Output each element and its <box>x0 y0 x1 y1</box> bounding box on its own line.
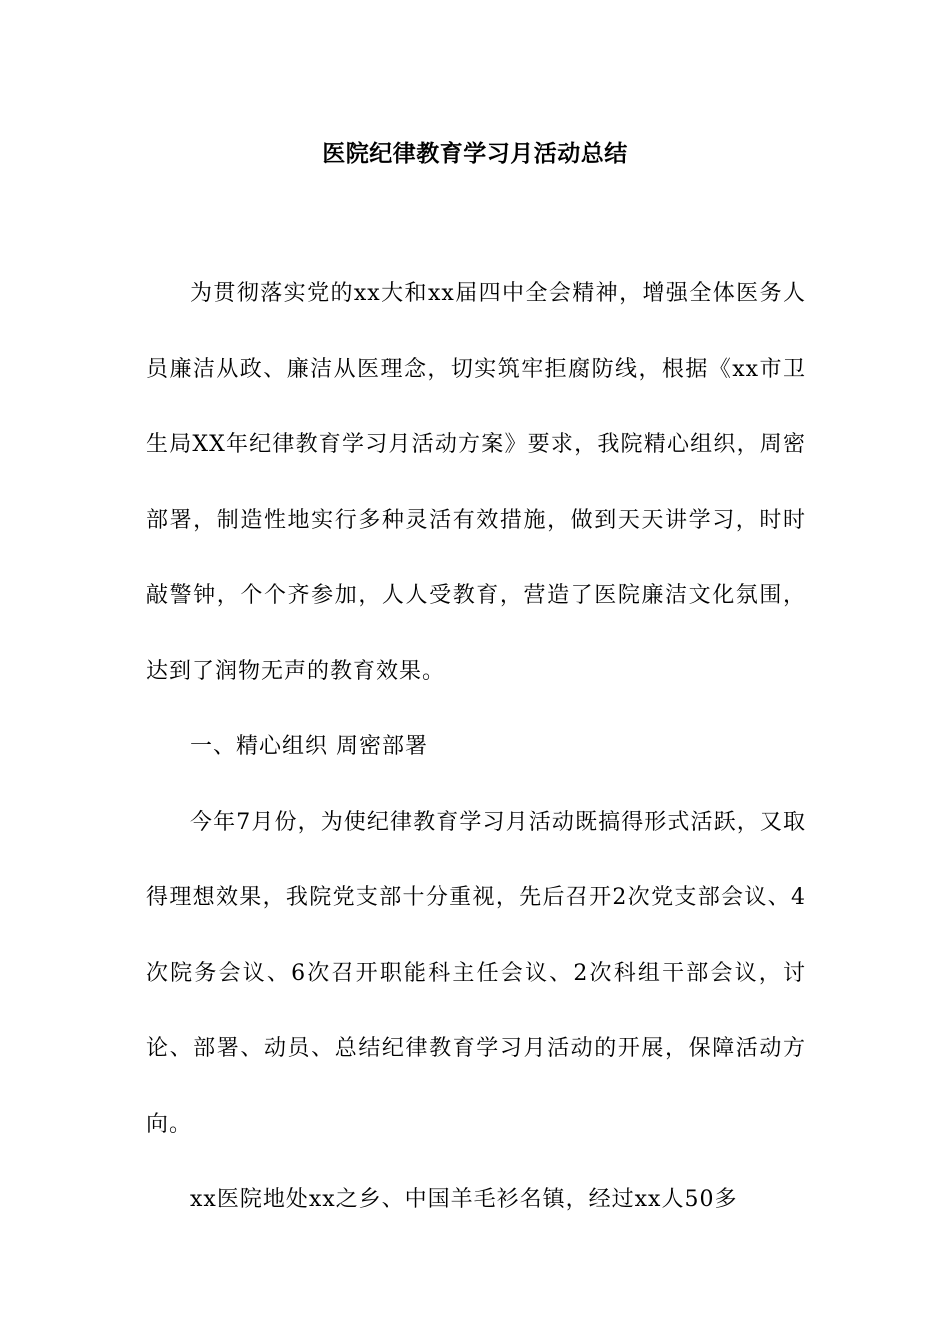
paragraph-intro: 为贯彻落实党的xx大和xx届四中全会精神，增强全体医务人员廉洁从政、廉洁从医理念，切实筑牢拒腐防线，根据《xx市卫生局XX年纪律教育学习月活动方案》要求，我院精心组织，周密部署，制造性地实行多种灵活有效措施，做到天天讲学习，时时敲警钟，个个齐参加，人人受教育，营造了医院廉洁文化氛围，达到了润物无声的教育效果。 <box>146 281 806 684</box>
paragraph-section-1: 今年7月份，为使纪律教育学习月活动既搞得形式活跃，又取得理想效果，我院党支部十分重视，先后召开2次党支部会议、4次院务会议、6次召开职能科主任会议、2次科组干部会议，讨论、部署、动员、总结纪律教育学习月活动的开展，保障活动方向。 <box>146 809 806 1137</box>
document-title: 医院纪律教育学习月活动总结 <box>322 140 628 167</box>
paragraph-continued: xx医院地处xx之乡、中国羊毛衫名镇，经过xx人50多 <box>190 1187 738 1212</box>
document-body <box>146 256 806 1238</box>
section-heading-1: 一、精心组织 周密部署 <box>190 734 428 759</box>
